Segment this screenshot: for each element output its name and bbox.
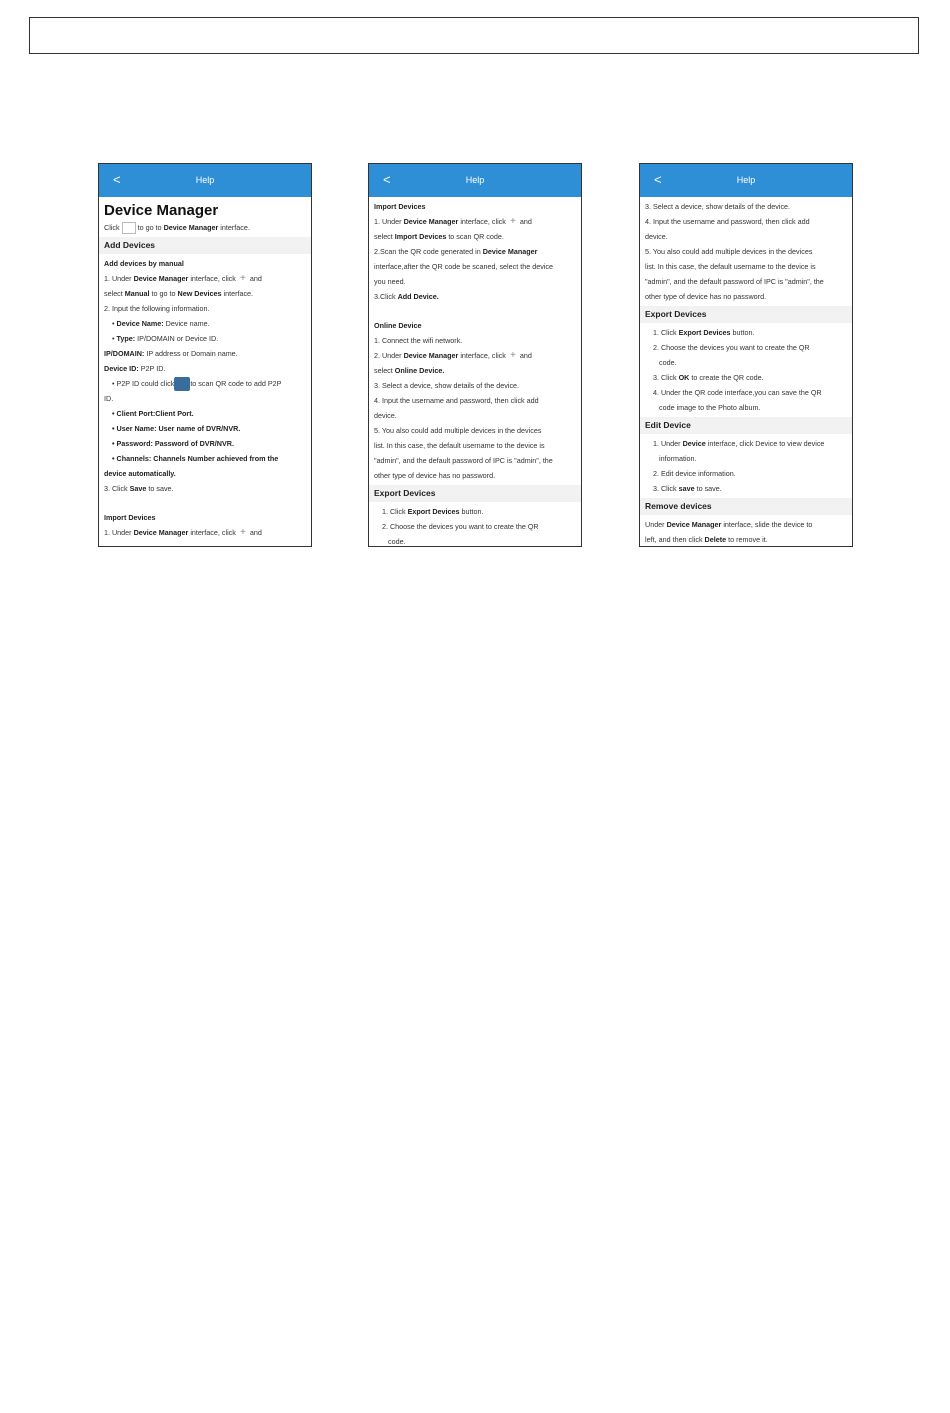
help-content bbox=[369, 197, 581, 547]
text-line: device automatically. bbox=[104, 469, 176, 479]
text-line: 3. Click save to save. bbox=[653, 484, 722, 493]
text-line: 2. Under Device Manager interface, click + and bbox=[374, 350, 532, 361]
app-bar bbox=[640, 164, 852, 197]
text-line: Device ID: P2P ID. bbox=[104, 364, 166, 373]
bullet-item: • Type: IP/DOMAIN or Device ID. bbox=[112, 334, 219, 343]
plus-icon: + bbox=[239, 273, 246, 284]
text-line: device. bbox=[645, 232, 668, 241]
plus-icon: + bbox=[509, 216, 516, 227]
device-manager-icon bbox=[122, 222, 136, 234]
section-heading: Remove devices bbox=[640, 498, 852, 515]
text-line: you need. bbox=[374, 277, 406, 286]
text-line: 1. Under Device Manager interface, click + and bbox=[104, 273, 262, 284]
text-line: select Online Device. bbox=[374, 366, 445, 375]
text-line: 4. Input the username and password, then click add bbox=[374, 396, 539, 405]
bullet-item: • Password: Password of DVR/NVR. bbox=[112, 439, 234, 449]
subheading: Import Devices bbox=[104, 513, 156, 523]
text-line: 4. Input the username and password, then click add bbox=[645, 217, 810, 226]
phone-screenshot-2 bbox=[368, 163, 582, 547]
back-icon[interactable]: < bbox=[113, 172, 121, 187]
section-heading: Edit Device bbox=[640, 417, 852, 434]
section-heading: Add Devices bbox=[99, 237, 311, 254]
text-line: information. bbox=[659, 454, 697, 463]
text-line: "admin", and the default password of IPC is "admin", the bbox=[374, 456, 553, 465]
text-line: ID. bbox=[104, 394, 114, 404]
text-line: 1. Under Device interface, click Device to view device bbox=[653, 439, 825, 448]
app-bar bbox=[369, 164, 581, 197]
text-line: code. bbox=[388, 537, 406, 546]
text-line: 1. Connect the wifi network. bbox=[374, 336, 463, 345]
subheading: Online Device bbox=[374, 321, 422, 330]
bullet-item: • Channels: Channels Number achieved from the bbox=[112, 454, 279, 464]
text-line: left, and then click Delete to remove it. bbox=[645, 535, 768, 544]
text-line: 1. Click Export Devices button. bbox=[382, 507, 484, 516]
text-line: 2. Input the following information. bbox=[104, 304, 210, 313]
subheading: Import Devices bbox=[374, 202, 426, 211]
text-line: other type of device has no password. bbox=[645, 292, 767, 301]
text-line: IP/DOMAIN: IP address or Domain name. bbox=[104, 349, 238, 358]
app-bar-title: Help bbox=[195, 175, 215, 185]
phone-screenshot-3 bbox=[639, 163, 853, 547]
text-line: 2.Scan the QR code generated in Device Manager bbox=[374, 247, 538, 256]
text-line: 1. Under Device Manager interface, click + and bbox=[104, 527, 262, 539]
text-line: 3. Select a device, show details of the device. bbox=[374, 381, 520, 390]
text-line: 3. Select a device, show details of the device. bbox=[645, 202, 791, 211]
app-bar-title: Help bbox=[736, 175, 756, 185]
text-line: 3.Click Add Device. bbox=[374, 292, 439, 301]
back-icon[interactable]: < bbox=[654, 172, 662, 187]
app-bar-title: Help bbox=[465, 175, 485, 185]
phone-screenshot-1 bbox=[98, 163, 312, 547]
text-line: 1. Under Device Manager interface, click + and bbox=[374, 216, 532, 227]
page-header-box bbox=[29, 17, 919, 54]
qr-scan-icon bbox=[174, 377, 190, 391]
help-content bbox=[99, 197, 311, 540]
text-line: other type of device has no password. bbox=[374, 471, 496, 480]
text-line: code. bbox=[659, 358, 677, 367]
text-line: 3. Click OK to create the QR code. bbox=[653, 373, 764, 382]
app-bar bbox=[99, 164, 311, 197]
text-line: 4. Under the QR code interface,you can save the QR bbox=[653, 388, 822, 397]
text-line: 5. You also could add multiple devices in the devices bbox=[645, 247, 813, 256]
text-line: 5. You also could add multiple devices in the devices bbox=[374, 426, 542, 435]
section-heading: Export Devices bbox=[369, 485, 581, 502]
text-line: "admin", and the default password of IPC is "admin", the bbox=[645, 277, 824, 286]
back-icon[interactable]: < bbox=[383, 172, 391, 187]
subheading: Add devices by manual bbox=[104, 259, 184, 268]
text-line: list. In this case, the default username to the device is bbox=[374, 441, 545, 450]
text-line: Under Device Manager interface, slide the device to bbox=[645, 520, 813, 529]
plus-icon: + bbox=[509, 350, 516, 361]
bullet-item: • P2P ID could click to scan QR code to add P2P bbox=[104, 376, 306, 391]
help-content bbox=[640, 197, 852, 547]
text-line: list. In this case, the default username to the device is bbox=[645, 262, 816, 271]
text-line: select Import Devices to scan QR code. bbox=[374, 232, 504, 241]
bullet-item: • User Name: User name of DVR/NVR. bbox=[112, 424, 241, 434]
text-line: 2. Edit device information. bbox=[653, 469, 736, 478]
intro-line: Click to go to Device Manager interface. bbox=[104, 220, 306, 235]
bullet-item: • Device Name: Device name. bbox=[112, 319, 210, 328]
section-heading: Export Devices bbox=[640, 306, 852, 323]
page-title: Device Manager bbox=[104, 202, 219, 219]
text-line: interface,after the QR code be scaned, select the device bbox=[374, 262, 553, 271]
text-line: code image to the Photo album. bbox=[659, 403, 761, 412]
text-line: device. bbox=[374, 411, 397, 420]
text-line: 1. Click Export Devices button. bbox=[653, 328, 755, 337]
text-line: select Manual to go to New Devices interface. bbox=[104, 289, 254, 298]
text-line: 3. Click Save to save. bbox=[104, 484, 174, 494]
plus-icon: + bbox=[239, 527, 246, 539]
text-line: 2. Choose the devices you want to create the QR bbox=[382, 522, 539, 531]
text-line: 2. Choose the devices you want to create the QR bbox=[653, 343, 810, 352]
bullet-item: • Client Port:Client Port. bbox=[112, 409, 194, 419]
